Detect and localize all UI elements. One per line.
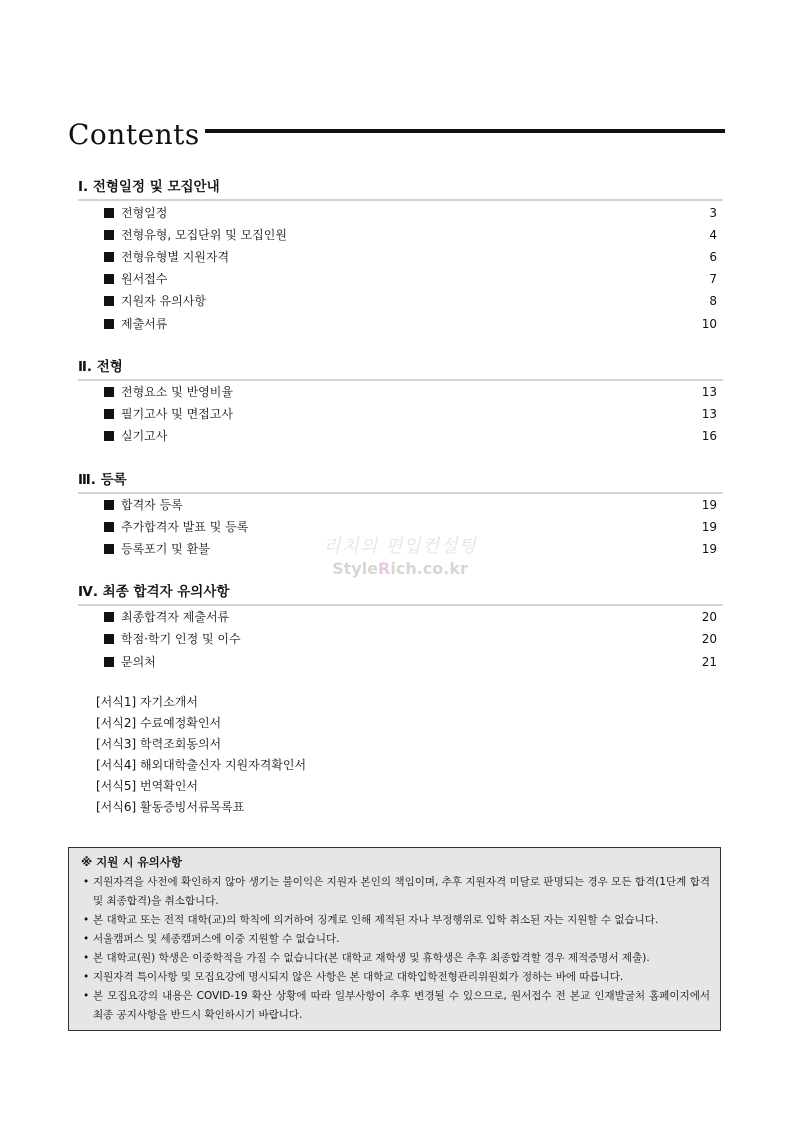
toc-item[interactable] <box>104 247 717 267</box>
toc-item[interactable] <box>104 382 717 402</box>
square-bullet-icon <box>104 500 114 510</box>
toc-page-number: 8 <box>709 294 717 308</box>
bullet-icon: • <box>83 971 90 983</box>
toc-item-label: 원서접수 <box>121 272 168 286</box>
toc-page-number: 10 <box>701 317 717 331</box>
form-link-6[interactable]: [서식6] 활동증빙서류목록표 <box>96 800 245 814</box>
toc-item-label: 필기고사 및 면접고사 <box>121 407 233 421</box>
toc-page-number: 3 <box>709 206 717 220</box>
square-bullet-icon <box>104 634 114 644</box>
notice-item-text: 지원자격을 사전에 확인하지 않아 생기는 불이익은 지원자 본인의 책임이며, 추후 지원자격 미달로 판명되는 경우 모든 합격(1단계 합격 및 최종합격)을 취소합니다. <box>93 876 710 907</box>
toc-item[interactable] <box>104 495 717 515</box>
watermark-site-part: ich.co.kr <box>390 559 468 578</box>
notice-list <box>81 873 710 1025</box>
watermark-korean: 리치의 편입컨설팅 <box>323 536 477 557</box>
notice-item-text: 지원자격 특이사항 및 모집요강에 명시되지 않은 사항은 본 대학교 대학입학전형관리위원회가 정하는 바에 따릅니다. <box>93 971 624 983</box>
notice-title: ※ 지원 시 유의사항 <box>81 855 182 869</box>
notice-item-text: 본 대학교 또는 전적 대학(교)의 학칙에 의거하여 징계로 인해 제적된 자나 부정행위로 입학 취소된 자는 지원할 수 없습니다. <box>93 914 659 926</box>
toc-page-number: 4 <box>709 228 717 242</box>
toc-page-number: 13 <box>701 385 717 399</box>
form-link-4[interactable]: [서식4] 해외대학출신자 지원자격확인서 <box>96 758 307 772</box>
watermark-site <box>300 559 500 579</box>
toc-item-label: 등록포기 및 환불 <box>121 542 210 556</box>
notice-item <box>81 968 710 987</box>
watermark-site-part: R <box>378 559 391 578</box>
toc-item[interactable] <box>104 225 717 245</box>
toc-item[interactable] <box>104 314 717 334</box>
square-bullet-icon <box>104 431 114 441</box>
square-bullet-icon <box>104 612 114 622</box>
toc-page-number: 20 <box>701 610 717 624</box>
section-heading-3: Ⅲ. 등록 <box>78 470 723 494</box>
toc-item[interactable] <box>104 269 717 289</box>
square-bullet-icon <box>104 208 114 218</box>
notice-item-text: 본 모집요강의 내용은 COVID-19 확산 상황에 따라 일부사항이 추후 변경될 수 있으므로, 원서접수 전 본교 인재발굴처 홈페이지에서 최종 공지사항을 반드시 확인하시기 바랍니다. <box>93 990 710 1021</box>
toc-item-label: 전형일정 <box>121 206 168 220</box>
square-bullet-icon <box>104 252 114 262</box>
square-bullet-icon <box>104 657 114 667</box>
toc-item[interactable] <box>104 652 717 672</box>
page-title: Contents <box>68 118 200 151</box>
section-heading-4: Ⅳ. 최종 합격자 유의사항 <box>78 582 723 606</box>
toc-item-label: 학점·학기 인정 및 이수 <box>121 632 241 646</box>
bullet-icon: • <box>83 876 90 888</box>
watermark-site-part: Style <box>332 559 379 578</box>
toc-item-label: 최종합격자 제출서류 <box>121 610 230 624</box>
toc-item-label: 전형유형별 지원자격 <box>121 250 230 264</box>
toc-item-label: 지원자 유의사항 <box>121 294 206 308</box>
section-heading-1: Ⅰ. 전형일정 및 모집안내 <box>78 177 723 201</box>
toc-page-number: 13 <box>701 407 717 421</box>
form-link-5[interactable]: [서식5] 번역확인서 <box>96 779 198 793</box>
form-link-1[interactable]: [서식1] 자기소개서 <box>96 695 198 709</box>
bullet-icon: • <box>83 933 90 945</box>
square-bullet-icon <box>104 230 114 240</box>
toc-page-number: 19 <box>701 498 717 512</box>
notice-item <box>81 911 710 930</box>
toc-item[interactable] <box>104 607 717 627</box>
square-bullet-icon <box>104 409 114 419</box>
form-link-3[interactable]: [서식3] 학력조회동의서 <box>96 737 222 751</box>
form-link-2[interactable]: [서식2] 수료예정확인서 <box>96 716 222 730</box>
toc-item[interactable] <box>104 629 717 649</box>
toc-page-number: 16 <box>701 429 717 443</box>
toc-item-label: 문의처 <box>121 655 156 669</box>
toc-item[interactable] <box>104 517 717 537</box>
section-heading-2: Ⅱ. 전형 <box>78 357 723 381</box>
toc-page-number: 21 <box>701 655 717 669</box>
title-rule <box>205 129 725 133</box>
bullet-icon: • <box>83 914 90 926</box>
notice-item-text: 서울캠퍼스 및 세종캠퍼스에 이중 지원할 수 없습니다. <box>93 933 340 945</box>
toc-item[interactable] <box>104 203 717 223</box>
toc-page-number: 20 <box>701 632 717 646</box>
toc-item-label: 제출서류 <box>121 317 168 331</box>
toc-item-label: 합격자 등록 <box>121 498 183 512</box>
square-bullet-icon <box>104 387 114 397</box>
toc-item-label: 전형요소 및 반영비율 <box>121 385 233 399</box>
toc-item[interactable] <box>104 426 717 446</box>
notice-item <box>81 930 710 949</box>
toc-item[interactable] <box>104 291 717 311</box>
toc-page-number: 19 <box>701 520 717 534</box>
toc-item[interactable] <box>104 404 717 424</box>
toc-page-number: 6 <box>709 250 717 264</box>
toc-item-label: 전형유형, 모집단위 및 모집인원 <box>121 228 287 242</box>
toc-item-label: 추가합격자 발표 및 등록 <box>121 520 249 534</box>
bullet-icon: • <box>83 952 90 964</box>
notice-box <box>68 847 721 1031</box>
square-bullet-icon <box>104 544 114 554</box>
square-bullet-icon <box>104 319 114 329</box>
toc-page-number: 7 <box>709 272 717 286</box>
square-bullet-icon <box>104 522 114 532</box>
notice-item <box>81 987 710 1025</box>
notice-item <box>81 873 710 911</box>
notice-item <box>81 949 710 968</box>
square-bullet-icon <box>104 296 114 306</box>
toc-item[interactable] <box>104 539 717 559</box>
toc-page-number: 19 <box>701 542 717 556</box>
toc-item-label: 실기고사 <box>121 429 168 443</box>
notice-item-text: 본 대학교(원) 학생은 이중학적을 가질 수 없습니다(본 대학교 재학생 및 휴학생은 추후 최종합격할 경우 제적증명서 제출). <box>93 952 650 964</box>
square-bullet-icon <box>104 274 114 284</box>
bullet-icon: • <box>83 990 90 1002</box>
